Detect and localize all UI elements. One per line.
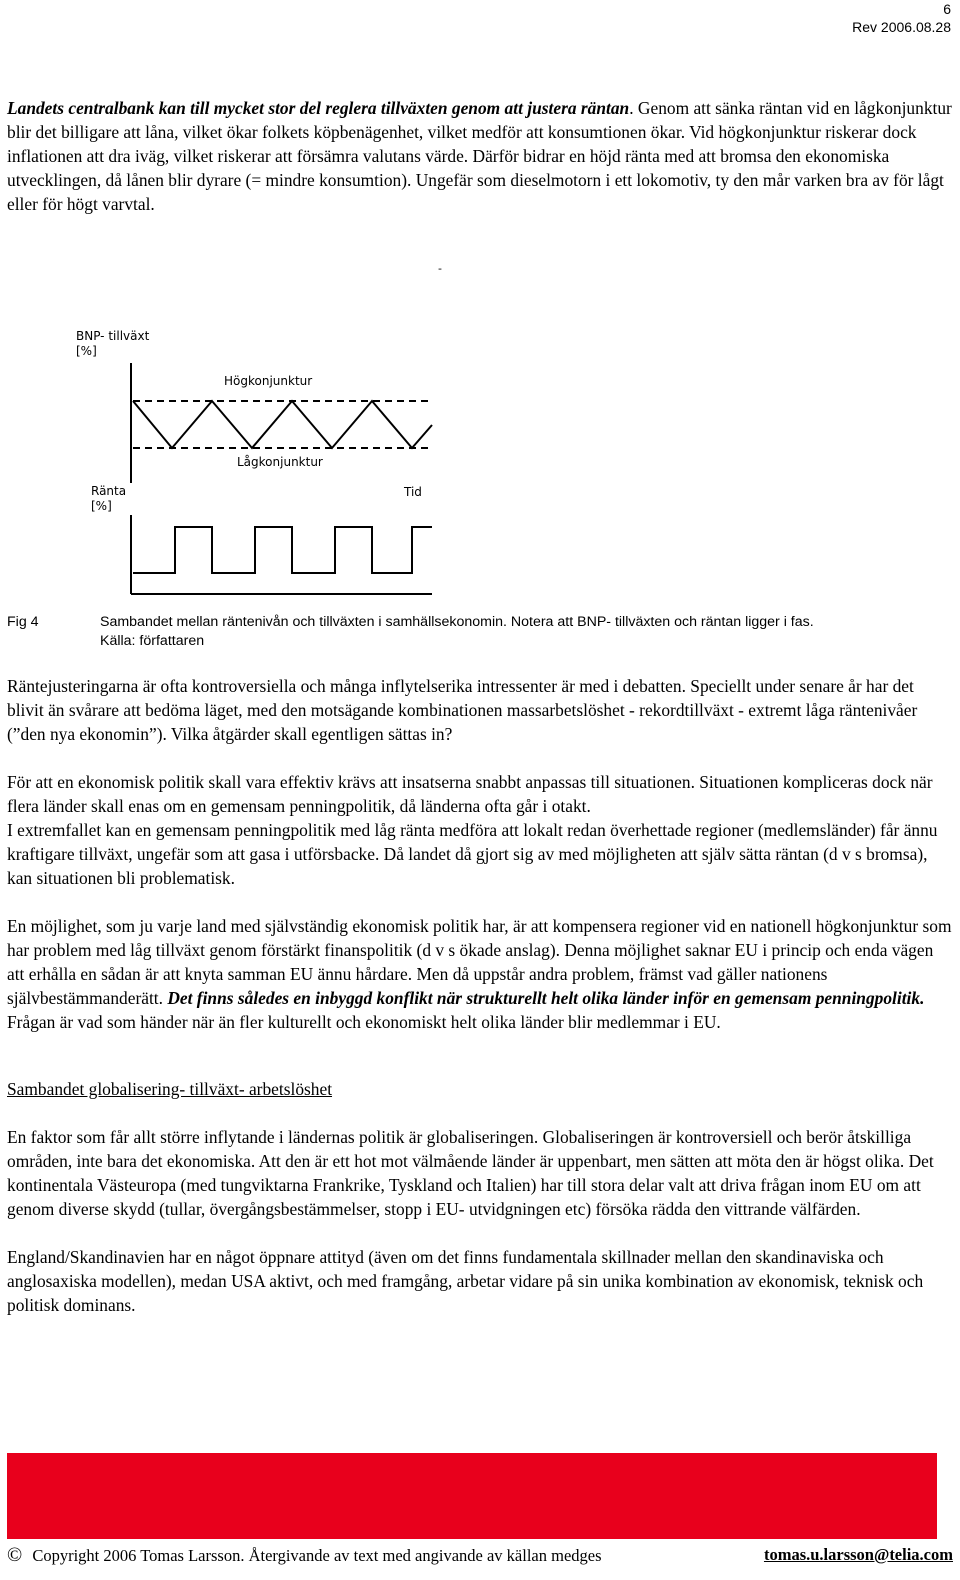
- email-link[interactable]: tomas.u.larsson@telia.com: [763, 1545, 953, 1564]
- copyright-symbol: ©: [7, 1544, 23, 1566]
- figure-caption-label: Fig 4: [7, 614, 39, 630]
- figure-caption-text: Sambandet mellan räntenivån och tillväxten i samhällsekonomin. Notera att BNP- tillväxten och räntan ligger i fas.: [100, 614, 814, 630]
- intro-rest: . Genom att sänka räntan vid en lågkonjunktur blir det billigare att låna, vilket ökar folkets köpbenägenhet, vilket medför att konsumtionen ökar. Vid högkonjunktur riskerar dock inflationen att dra iväg, vilket riskerar att försämra valutans värde. Därför bidrar en höjd ränta med att bromsa den ekonomiska utvecklingen, då lånen blir dyrare (= mindre konsumtion). Ungefär som dieselmotorn i ett lokomotiv, ty den mår varken bra av för lågt eller för högt varvtal.: [7, 98, 952, 214]
- growth-curve: [133, 401, 432, 448]
- paragraph-possibility-start: En möjlighet, som ju varje land med självständig ekonomisk politik har, är att kompensera regioner vid en nationell högkonjunktur som har problem med låg tillväxt genom förstärkt finanspolitik (d v s ökade anslag). Denna möjlighet saknar EU i princip och enda vägen att erhålla en sådan är att knyta samman EU ännu hårdare. Men då uppstår andra problem, främst vad gäller nationens självbestämmanderätt.: [7, 916, 952, 1008]
- intro-lead: Landets centralbank kan till mycket stor del reglera tillväxten genom att justera räntan: [7, 98, 630, 118]
- page-number: 6: [943, 1, 951, 17]
- revision-date: Rev 2006.08.28: [852, 19, 951, 35]
- paragraph-england-scandinavia: England/Skandinavien har en något öppnare attityd (även om det finns fundamentala skillnader mellan den skandinaviska och anglosaxiska modellen), medan USA aktivt, och med framgång, arbetar vidare på sin unika kombination av ekonomisk, teknisk och politisk dominans.: [7, 1247, 924, 1315]
- high-label: Högkonjunktur: [224, 374, 313, 388]
- section-heading: Sambandet globalisering- tillväxt- arbetslöshet: [7, 1079, 333, 1099]
- intro-paragraph: [7, 96, 953, 216]
- low-label: Lågkonjunktur: [237, 455, 323, 469]
- time-axis-label: Tid: [404, 485, 422, 499]
- paragraph-possibility-end: Frågan är vad som händer när än fler kulturellt och ekonomiskt helt olika länder blir medlemmar i EU.: [7, 1012, 721, 1032]
- bnp-axis-label: BNP- tillväxt: [76, 329, 150, 343]
- footer: [7, 1544, 953, 1566]
- paragraph-extreme: I extremfallet kan en gemensam penningpolitik med låg ränta medföra att lokalt redan överhettade regioner (medlemsländer) får ännu kraftigare tillväxt, ungefär som att gasa i utförsbacke. Då landet då gjort sig av med möjligheten att själv sätta räntan (d v s bromsa), kan situationen bli problematisk.: [7, 820, 938, 888]
- paragraph-possibility-emphasis: Det finns således en inbyggd konflikt när strukturellt helt olika länder inför en gemensam penningpolitik.: [167, 988, 925, 1008]
- rate-axis-label: Ränta: [91, 484, 127, 498]
- paragraph-policy: För att en ekonomisk politik skall vara effektiv krävs att insatserna snabbt anpassas till situationen. Situationen kompliceras dock när flera länder skall enas om en gemensam penningpolitik, då länderna ofta går i otakt.: [7, 772, 933, 816]
- bnp-axis-unit: [%]: [76, 344, 97, 358]
- copyright-text: Copyright 2006 Tomas Larsson. Återgivande av text med angivande av källan medges: [32, 1546, 602, 1565]
- rate-curve: [133, 527, 432, 573]
- figure-4-diagram: [0, 255, 960, 605]
- paragraph-globalisation: En faktor som får allt större inflytande i ländernas politik är globaliseringen. Globaliseringen är kontroversiell och berör åtskilliga områden, inte bara det ekonomiska. Att den är ett hot mot välmående länder är uppenbart, men sätten att möta den är högst olika. Det kontinentala Västeuropa (med tungviktarna Frankrike, Tyskland och Italien) har till stora delar valt att driva frågan inom EU om att genom diverse skydd (tullar, övergångsbestämmelser, stopp i EU- utvidgningen etc) försöka rädda den vittrande välfärden.: [7, 1127, 934, 1219]
- figure-stray-mark: -: [438, 262, 442, 275]
- paragraph-debate: Räntejusteringarna är ofta kontroversiella och många inflytelserika intressenter är med i debatten. Speciellt under senare år har det blivit än svårare att bedöma läget, med den motsägande kombinationen massarbetslöshet - rekordtillväxt - extremt låga räntenivåer (”den nya ekonomin”). Vilka åtgärder skall egentligen sättas in?: [7, 676, 918, 744]
- rate-axis-unit: [%]: [91, 499, 112, 513]
- footer-band: [7, 1453, 937, 1539]
- paragraph-possibility: [7, 914, 953, 1034]
- figure-caption-source: Källa: författaren: [100, 633, 205, 649]
